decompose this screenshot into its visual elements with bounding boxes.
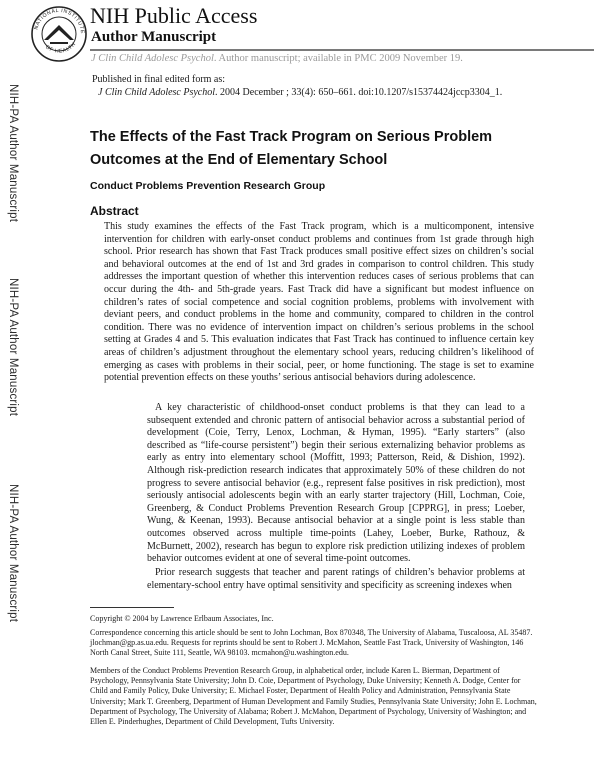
footnote-correspondence: Correspondence concerning this article should be sent to John Lochman, Box 870348, The University of Alabama, Tuscaloosa, AL 35487. jlochman@gp.as.ua.edu. Requests for reprints should be sent to Robert J. McMahon, Seattle Fast Track, University of Washington, 146 North Canal Street, Suite 111, Seattle, WA 98103. mcmahon@u.washington.edu. xyxy=(90,628,533,658)
sidebar-label-top: NIH-PA Author Manuscript xyxy=(7,84,19,223)
sidebar-label-middle: NIH-PA Author Manuscript xyxy=(7,278,19,417)
nih-seal-icon xyxy=(30,5,88,63)
nih-seal-logo xyxy=(30,5,88,63)
header-rule xyxy=(90,49,594,51)
body-paragraph-1: A key characteristic of childhood-onset conduct problems is that they can lead to a subsequent extended and chronic pattern of antisocial behavior across a substantial period of development (Coie, Terry, Lenox, Lochman, & Hyman, 1995). “Early starters” (also described as “life-course persistent”) begin their serious externalizing behavior problems as early as entry into elementary school (Moffitt, 1993; Patterson, Reid, & Dishion, 1992). Although risk-prediction research indicates that approximately 50% of these children do not progress to severe antisocial behavior (e.g., represent false positives in risk prediction), most seriously antisocial adolescents begin with an early starter trajectory (Hill, Lochman, Coie, Greenberg, & Conduct Problems Prevention Research Group [CPPRG], in press; Loeber, Wung, & Keenan, 1993). Because antisocial behavior at a single point is less stable than outcomes observed across multiple time-points (Lahey, Loeber, Burke, Rathouz, & McBurnett, 2002), research has begun to explore risk prediction utilizing indexes of problem behavior outcomes evident at one of several time-point outcomes. xyxy=(147,402,525,565)
header-citation xyxy=(91,52,463,66)
header-subtitle: Author Manuscript xyxy=(91,29,217,45)
published-citation: . 2004 December ; 33(4): 650–661. doi:10.1207/s15374424jccp3304_1. xyxy=(215,87,503,98)
header-journal: J Clin Child Adolesc Psychol xyxy=(91,53,214,64)
body-paragraph-2: Prior research suggests that teacher and parent ratings of children’s behavior problems at elementary-school entry have optimal sensitivity and specificity as screening indexes when xyxy=(147,567,525,591)
header-availability: . Author manuscript; available in PMC 2009 November 19. xyxy=(213,53,463,64)
published-journal: J Clin Child Adolesc Psychol xyxy=(98,87,216,98)
footnote-copyright: Copyright © 2004 by Lawrence Erlbaum Associates, Inc. xyxy=(90,614,274,623)
footnote-rule xyxy=(90,607,174,608)
seal-text-bottom: OF HEALTH xyxy=(44,41,78,55)
abstract-text: This study examines the effects of the Fast Track program, which is a multicomponent, intensive intervention for children with early-onset conduct problems and continues from 1st grade through high school. Prior research has shown that Fast Track produces small positive effect sizes on children’s social and behavioral outcomes at the end of 1st and 3rd grades in comparison to control children. This study addresses the important question of whether this intervention reduces cases of serious problems that can occur during the 4th- and 5th-grade years. Fast Track did have a significant but modest influence on children’s rates of social competence and social cognition problems, problems with involvement with deviant peers, and conduct problems in the home and community, compared to children in the control condition. There was no evidence of intervention impact on children’s serious problems in the school setting at Grades 4 and 5. This evaluation indicates that Fast Track has continued to influence certain key areas of children’s adjustment throughout the elementary school years, reducing children’s likelihood of emerging as cases with problems in their social, peer, or home functioning. The stage is set to examine potential prevention effects on these youths’ serious antisocial behaviors during adolescence. xyxy=(104,221,534,384)
sidebar-label-bottom: NIH-PA Author Manuscript xyxy=(7,484,19,623)
published-citation-line xyxy=(92,86,502,99)
article-title: The Effects of the Fast Track Program on Serious Problem Outcomes at the End of Elementary School xyxy=(90,129,493,168)
published-block xyxy=(92,73,502,99)
footnote-members: Members of the Conduct Problems Prevention Research Group, in alphabetical order, include Karen L. Bierman, Department of Psychology, Pennsylvania State University; John D. Coie, Department of Psychology, Duke University; Kenneth A. Dodge, Center for Child and Family Policy, Duke University; E. Michael Foster, Department of Health Policy and Administration, Pennsylvania State University; Mark T. Greenberg, Department of Human Development and Family Studies, Pennsylvania State University; John E. Lochman, Department of Psychology, The University of Alabama; Robert J. McMahon, Department of Psychology, University of Washington; and Ellen E. Pinderhughes, Department of Child Development, Tufts University. xyxy=(90,666,537,727)
seal-text-top: NATIONAL INSTITUTE xyxy=(33,7,86,35)
abstract-heading: Abstract xyxy=(90,204,139,218)
published-label: Published in final edited form as: xyxy=(92,74,226,85)
article-authors: Conduct Problems Prevention Research Group xyxy=(90,180,326,192)
header-title: NIH Public Access xyxy=(90,3,258,28)
